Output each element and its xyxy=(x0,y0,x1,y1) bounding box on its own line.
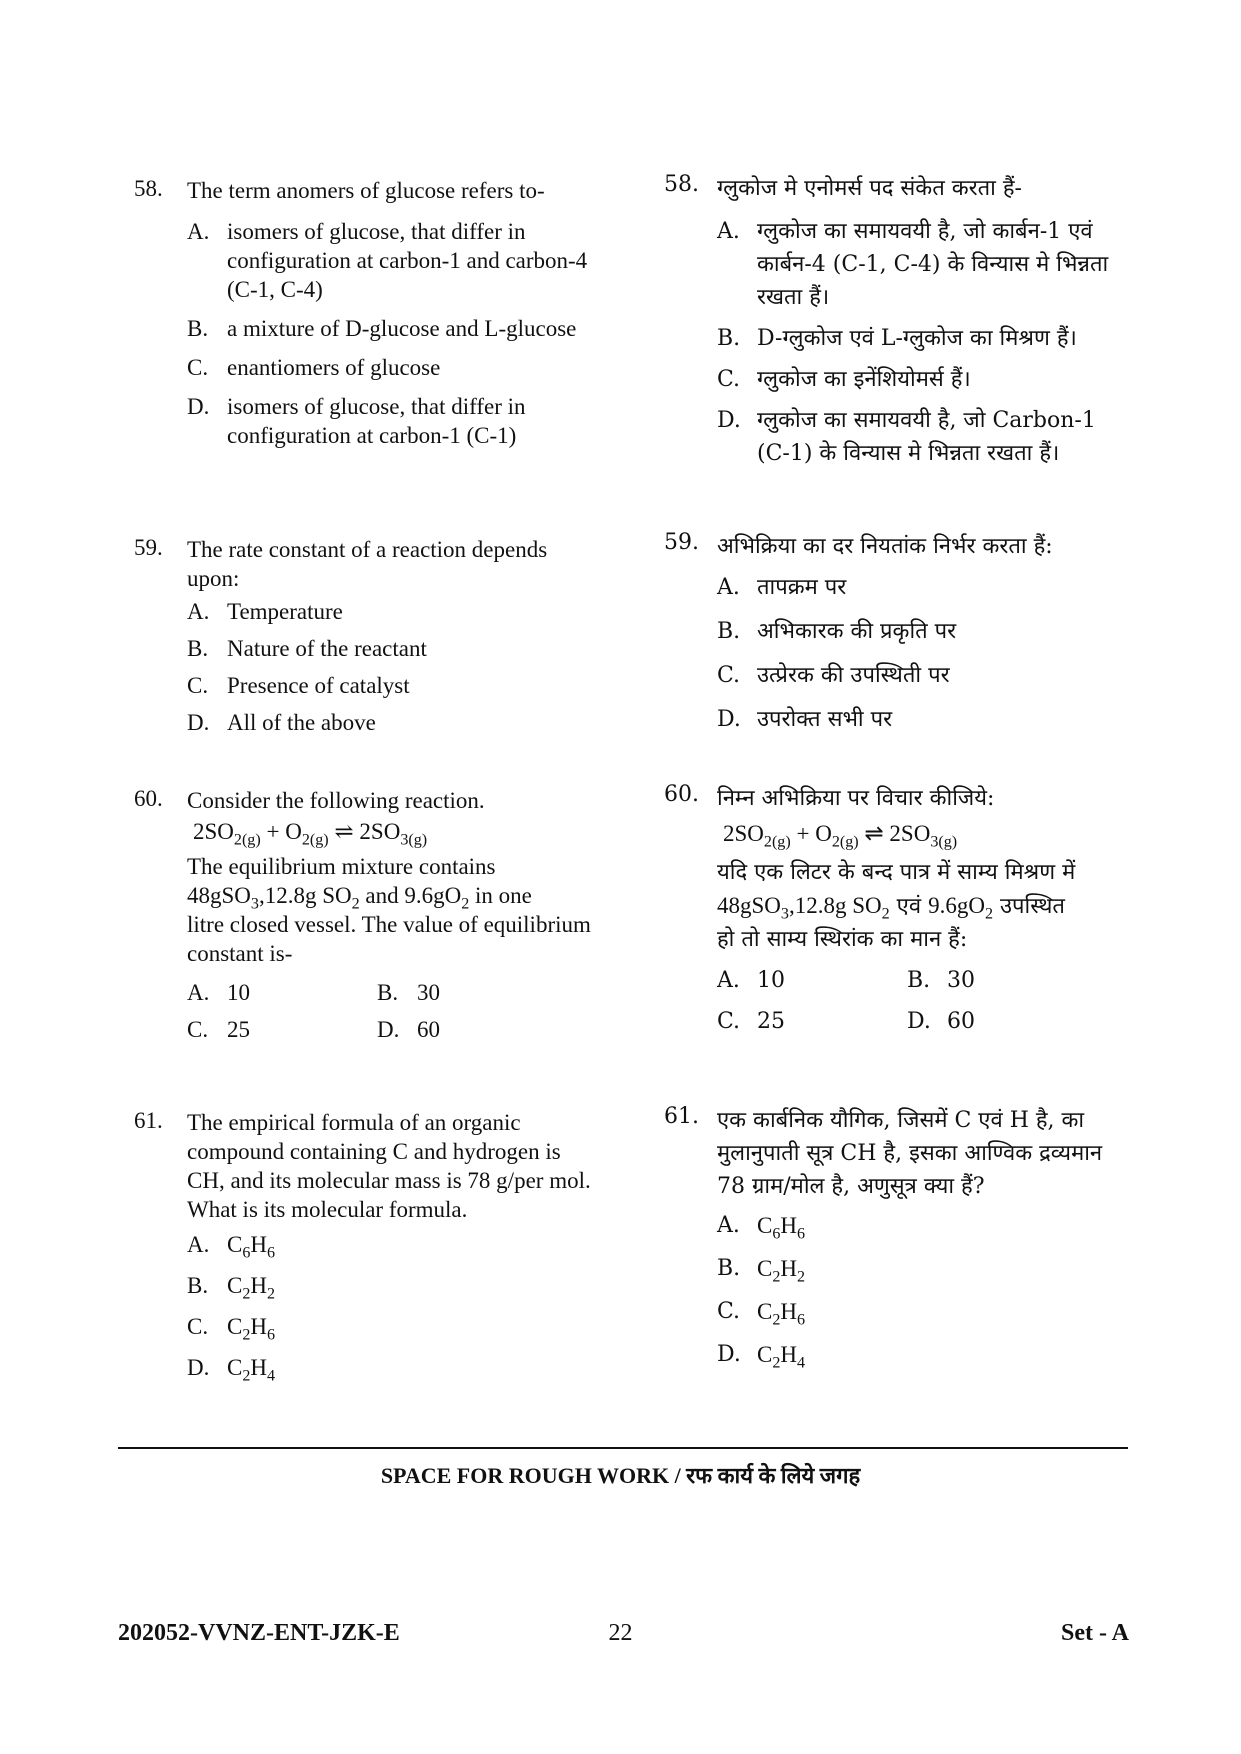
option-d: D. isomers of glucose, that differ in configuration at carbon-1 (C-1) xyxy=(187,394,526,448)
option-c: C. enantiomers of glucose xyxy=(187,355,441,380)
question-text-3: हो तो साम्य स्थिरांक का मान हैं: xyxy=(717,927,968,952)
option-a: A. 10 xyxy=(717,968,785,993)
question-text: अभिक्रिया का दर नियतांक निर्भर करता हैं: xyxy=(717,534,1053,559)
option-d: D. All of the above xyxy=(187,710,376,735)
option-d: D. $C_2H_4$ xyxy=(187,1355,276,1385)
option-a: A. isomers of glucose, that differ in configuration at carbon-1 and carbon-4 (C-1, C-4) xyxy=(187,219,588,302)
option-b: B. अभिकारक की प्रकृति पर xyxy=(717,619,957,644)
option-b: B. $C_2H_2$ xyxy=(717,1256,806,1286)
question-text-3: litre closed vessel. The value of equilibrium constant is- xyxy=(187,912,591,966)
question-text: निम्न अभिक्रिया पर विचार कीजिये: xyxy=(717,786,995,811)
question-number: 58. xyxy=(134,176,163,201)
option-b: B. Nature of the reactant xyxy=(187,636,427,661)
question-number: 60. xyxy=(664,782,699,807)
option-d: D. 60 xyxy=(377,1017,440,1042)
question-number: 60. xyxy=(134,786,163,811)
rough-work-divider xyxy=(118,1447,1128,1449)
option-a: A. ग्लुकोज का समायवयी है, जो कार्बन-1 एवं कार्बन-4 (C-1, C-4) के विन्यास मे भिन्नता रखता हैं। xyxy=(717,219,1109,310)
equilibrium-composition: 48gSO$_3$,12.8g $SO_2$ एवं $9.6gO_2$ उपस्थित xyxy=(717,893,1065,923)
option-b: B. 30 xyxy=(377,980,440,1005)
question-text: The term anomers of glucose refers to- xyxy=(187,178,545,203)
option-a: A. तापक्रम पर xyxy=(717,575,847,600)
equilibrium-composition: 48gSO$_3$,12.8g $SO_2$ and $9.6gO_2$ in one xyxy=(187,883,532,913)
option-b: B. a mixture of D-glucose and L-glucose xyxy=(187,316,577,341)
question-number: 59. xyxy=(664,530,699,555)
question-text: ग्लुकोज मे एनोमर्स पद संकेत करता हैं- xyxy=(717,176,1022,201)
question-number: 61. xyxy=(134,1108,163,1133)
option-c: C. $C_2H_6$ xyxy=(187,1314,276,1344)
paper-code: 202052-VVNZ-ENT-JZK-E xyxy=(118,1620,400,1646)
option-c: C. उत्प्रेरक की उपस्थिती पर xyxy=(717,663,950,688)
option-a: A. $C_6H_6$ xyxy=(717,1213,806,1243)
question-text: Consider the following reaction. xyxy=(187,788,485,813)
question-number: 61. xyxy=(664,1104,699,1129)
question-number: 59. xyxy=(134,535,163,560)
option-d: D. 60 xyxy=(907,1009,975,1034)
question-text: The empirical formula of an organic compound containing C and hydrogen is CH, and its molecular mass is 78 g/per mol. What is its molecular formula. xyxy=(187,1110,591,1222)
option-d: D. ग्लुकोज का समायवयी है, जो Carbon-1 (C-1) के विन्यास मे भिन्नता रखता हैं। xyxy=(717,408,1096,466)
option-a: A. $C_6H_6$ xyxy=(187,1232,276,1262)
option-b: B. $C_2H_2$ xyxy=(187,1273,276,1303)
option-c: C. ग्लुकोज का इनेंशियोमर्स हैं। xyxy=(717,367,971,392)
option-c: C. 25 xyxy=(187,1017,250,1042)
option-d: D. उपरोक्त सभी पर xyxy=(717,707,893,732)
option-a: A. Temperature xyxy=(187,599,343,624)
rough-work-label: SPACE FOR ROUGH WORK / रफ कार्य के लिये जगह xyxy=(380,1463,861,1488)
question-text: The rate constant of a reaction depends upon: xyxy=(187,537,548,591)
option-c: C. Presence of catalyst xyxy=(187,673,410,698)
reaction-equation: $2SO_{2(g)} + O_{2(g)}$ ⇌ $2SO_{3(g)}$ xyxy=(723,821,958,851)
option-b: B. 30 xyxy=(907,968,975,993)
question-text: एक कार्बनिक यौगिक, जिसमें C एवं H है, का मुलानुपाती सूत्र CH है, इसका आण्विक द्रव्यमान 78 ग्राम/मोल है, अणुसूत्र क्या हैं? xyxy=(717,1108,1103,1199)
question-text-2: The equilibrium mixture contains xyxy=(187,854,496,879)
question-number: 58. xyxy=(664,172,699,197)
option-c: C. 25 xyxy=(717,1009,785,1034)
question-text-2: यदि एक लिटर के बन्द पात्र में साम्य मिश्रण में xyxy=(717,860,1076,885)
set-label: Set - A xyxy=(1061,1620,1129,1646)
reaction-equation: $2SO_{2(g)} + O_{2(g)}$ ⇌ $2SO_{3(g)}$ xyxy=(193,819,428,849)
page-number: 22 xyxy=(608,1620,633,1646)
option-d: D. $C_2H_4$ xyxy=(717,1342,806,1372)
option-a: A. 10 xyxy=(187,980,250,1005)
option-c: C. $C_2H_6$ xyxy=(717,1299,806,1329)
option-b: B. D-ग्लुकोज एवं L-ग्लुकोज का मिश्रण हैं। xyxy=(717,326,1077,351)
